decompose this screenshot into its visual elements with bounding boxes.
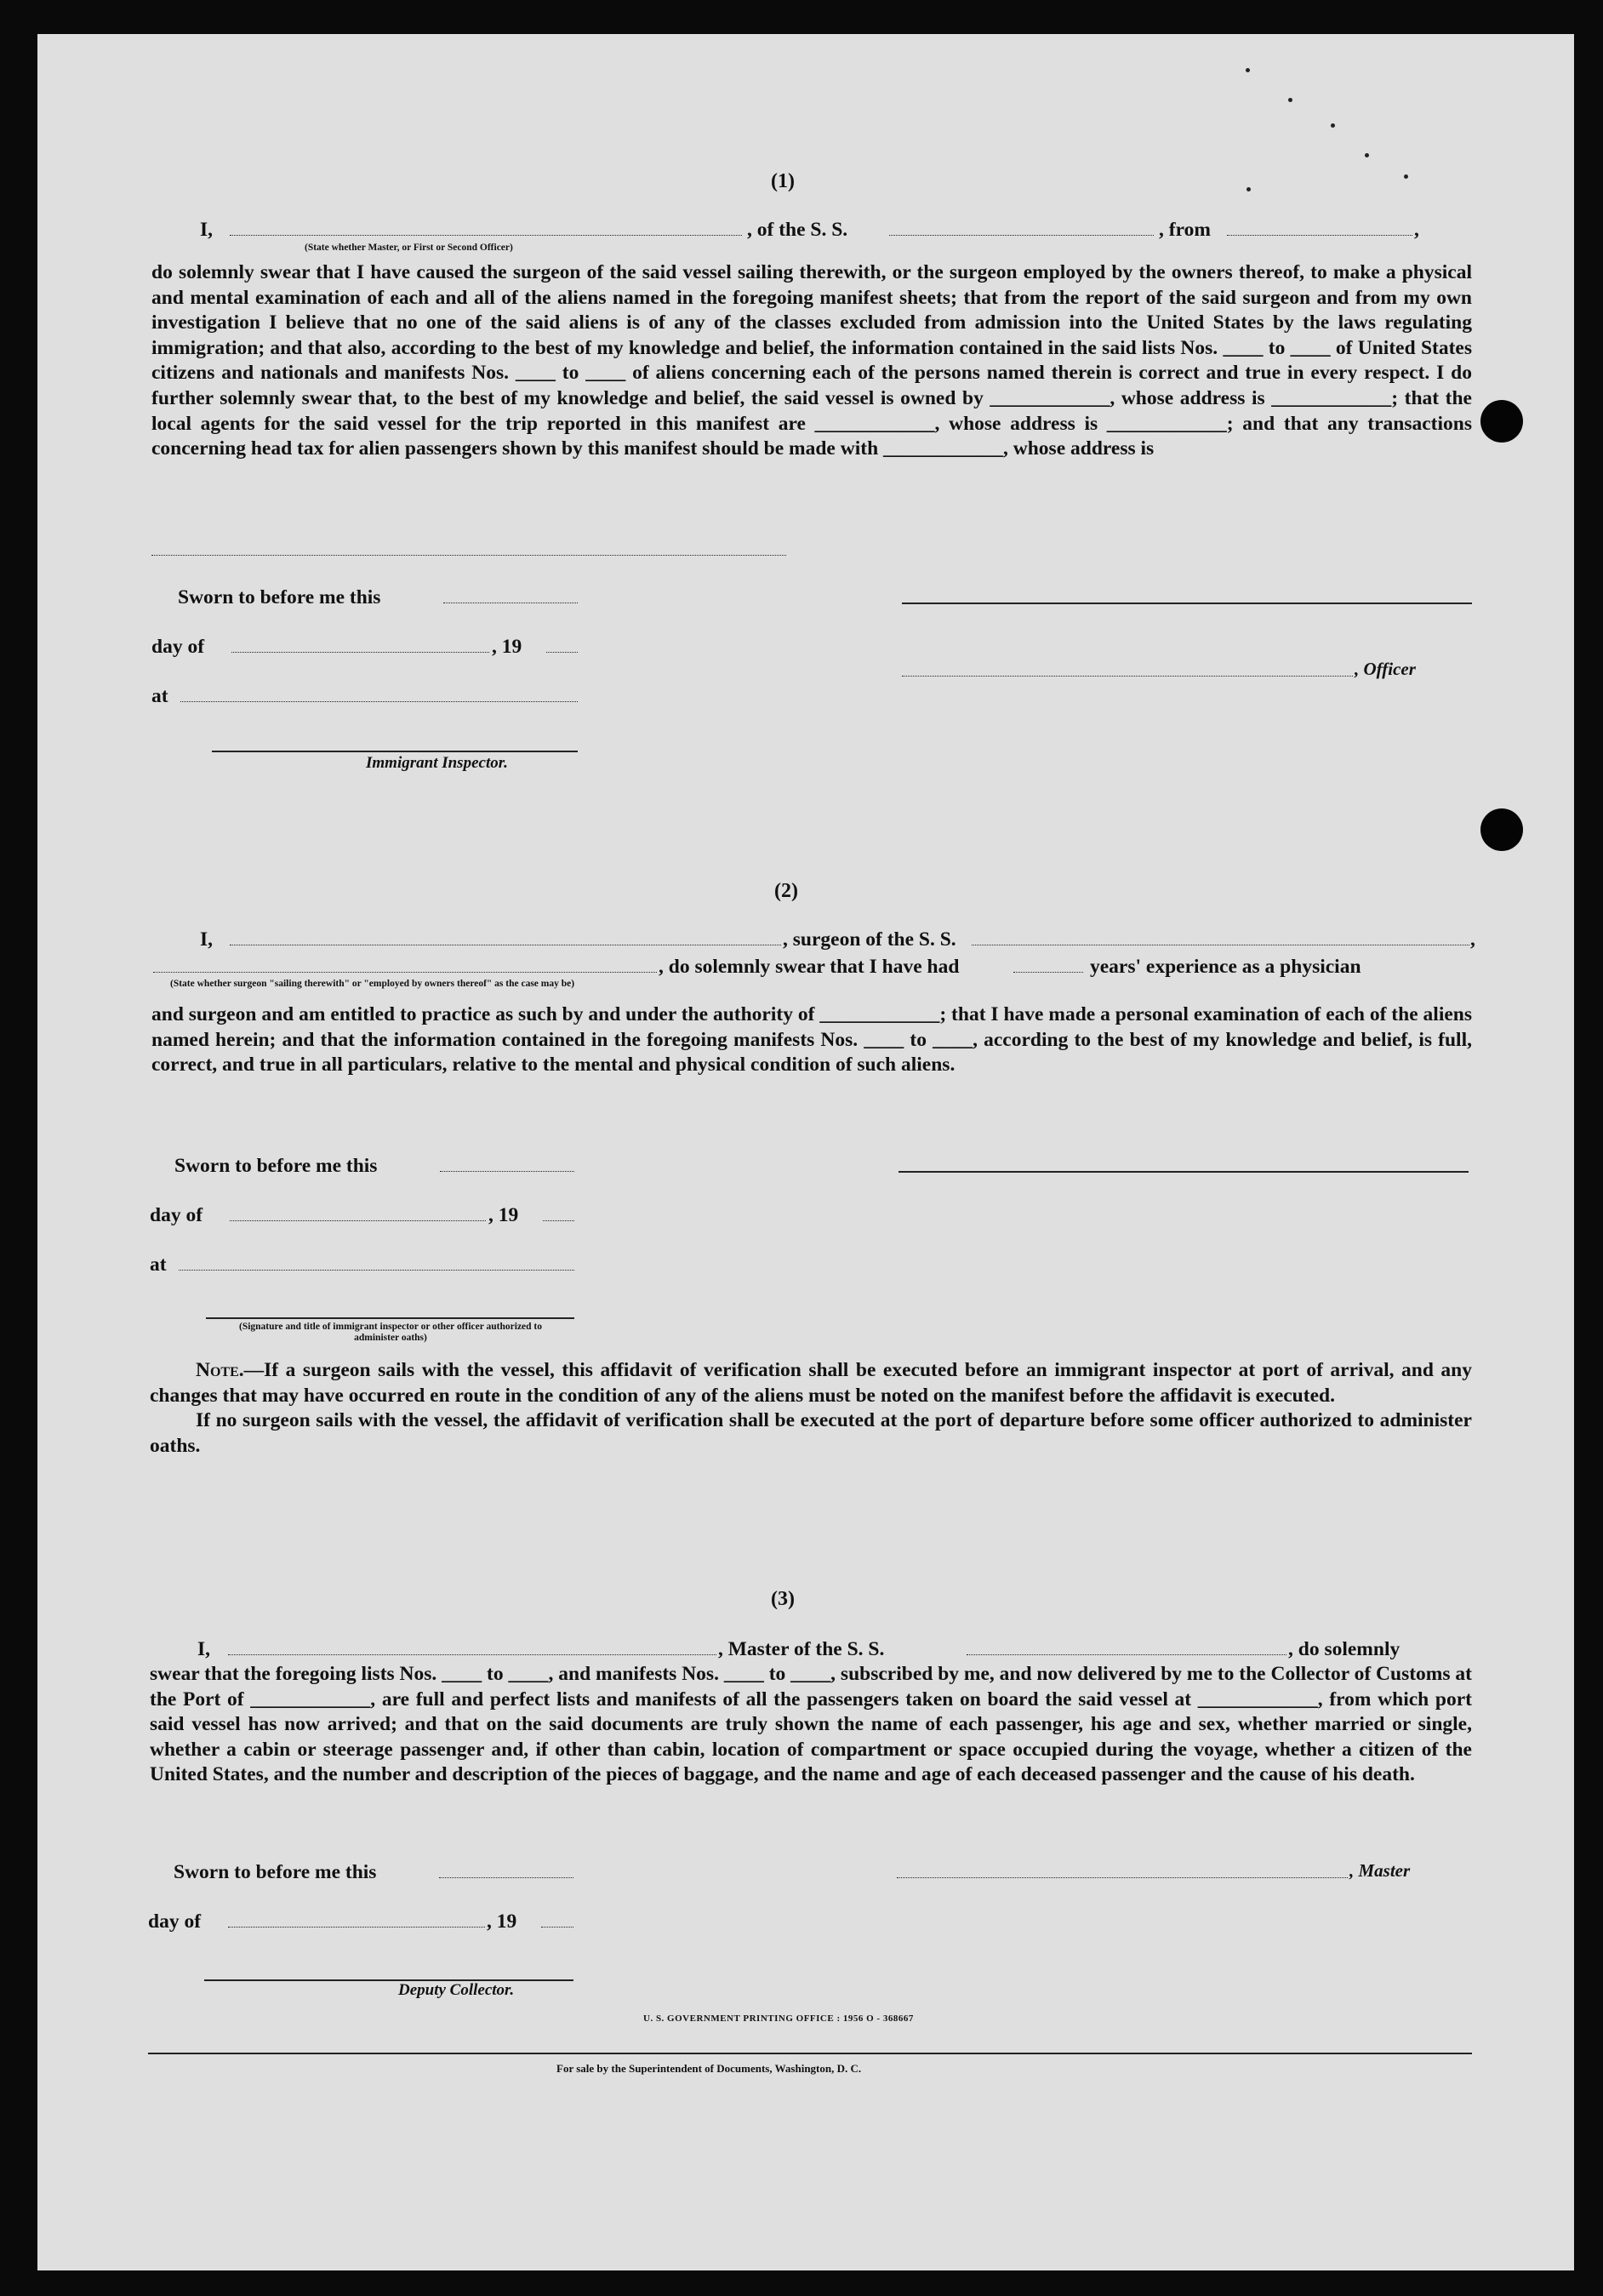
s2-signature-line[interactable] — [898, 1171, 1469, 1173]
s2-at-field[interactable] — [179, 1270, 574, 1271]
s3-sworn-label: Sworn to before me this — [174, 1861, 377, 1883]
s2-i-label: I, — [200, 928, 214, 951]
s3-master-signature-field[interactable] — [897, 1877, 1348, 1878]
s1-trailing-line[interactable] — [151, 555, 786, 556]
s2-swear-label: , do solemnly swear that I have had — [659, 956, 960, 978]
s1-day-of-label: day of — [151, 636, 205, 658]
section-2-number: (2) — [774, 880, 798, 902]
section-3-number: (3) — [771, 1588, 795, 1610]
s3-day-of-label: day of — [148, 1910, 202, 1933]
s1-oath-paragraph: do solemnly swear that I have caused the surgeon of the said vessel sailing therewith, or the surgeon employed by the owners thereof, to make a physical and mental examination of each and all of the aliens named in the foregoing manifest sheets; that from the report of the said surgeon and from my own investigation I believe that no one of the said aliens is of any of the classes excluded from admission into the United States by the laws regulating immigration; and that also, according to the best of my knowledge and belief, the information contained in the said lists Nos. ____ to ____ of United States citizens and nationals and manifests Nos. ____ to ____ of aliens concerning each of the persons named therein is correct and true in every respect. I do further solemnly swear that, to the best of my knowledge and belief, the said vessel is owned by ____________, whose address is ____________; that the local agents for the said vessel for the trip reported in this manifest are ____________, whose address is ____________; and that any transactions concerning head tax for alien passengers shown by this manifest should be made with ____________, whose address is — [151, 261, 1472, 460]
s2-surgeon-label: , surgeon of the S. S. — [783, 928, 956, 951]
s1-of-ss-label: , of the S. S. — [747, 219, 848, 241]
s1-from-label: , from — [1159, 219, 1211, 241]
s1-i-label: I, — [200, 219, 214, 241]
s1-at-field[interactable] — [180, 701, 578, 702]
s3-vessel-field[interactable] — [967, 1654, 1286, 1655]
s2-sworn-date-field[interactable] — [440, 1171, 574, 1172]
s3-collector-label: Deputy Collector. — [398, 1981, 515, 1999]
s3-i-label: I, — [197, 1638, 211, 1660]
s2-inspector-line[interactable] — [206, 1317, 574, 1319]
s1-year-field[interactable] — [546, 652, 578, 653]
s3-collector-line[interactable] — [204, 1979, 573, 1981]
s3-year-field[interactable] — [541, 1927, 573, 1928]
s3-day-field[interactable] — [228, 1927, 485, 1928]
s2-surgeon-caption: (State whether surgeon "sailing therewith" or "employed by owners thereof" as the case may be) — [170, 979, 575, 989]
s1-officer-caption: (State whether Master, or First or Second Officer) — [305, 243, 513, 253]
s1-day-field[interactable] — [231, 652, 489, 653]
s2-note-label: Note. — [196, 1359, 244, 1381]
s2-year-field[interactable] — [543, 1220, 574, 1221]
printing-office-line: U. S. GOVERNMENT PRINTING OFFICE : 1956 O - 368667 — [643, 2013, 914, 2024]
s1-vessel-field[interactable] — [889, 235, 1154, 236]
s2-years-field[interactable] — [1013, 972, 1083, 973]
s3-oath-paragraph: swear that the foregoing lists Nos. ____ to ____, and manifests Nos. ____ to ____, subscribed by me, and now delivered by me to the Collector of Customs at the Port of ____________, are full and perfect lists and manifests of all the passengers taken on board the said vessel at ____________, from which port said vessel has now arrived; and that on the said documents are truly shown the name of each passenger, his age and sex, whether married or single, whether a cabin or steerage passenger and, if other than cabin, location of compartment or space occupied during the voyage, whether a citizen of the United States, and the number and description of the pieces of baggage, and the name and age of each deceased passenger and the cause of his death. — [150, 1663, 1472, 1786]
s1-officer-label: , Officer — [1355, 659, 1416, 679]
s3-year-label: , 19 — [487, 1910, 517, 1933]
form-page: (1) I, , of the S. S. , from , (State whether Master, or First or Second Officer) do solemnly swear that I have caused the surgeon of the said vessel sailing therewith, or the surgeon employed by the owners thereof, to make a physical and mental examination of each and all of the aliens named in the foregoing manifest sheets; that from the report of the said surgeon and from my own investigation I believe that no one of the said aliens is of any of the classes excluded from admission into the United States by the laws regulating immigration; and that also, according to the best of my knowledge and belief, the information contained in the said lists Nos. ____ to ____ of United States citizens and nationals and manifests Nos. ____ to ____ of aliens concerning each of the persons named therein is correct and true in every respect. I do further solemnly swear that, to the best of my knowledge and belief, the said vessel is owned by ____________, whose address is ____________; that the local agents for the said vessel for the trip reported in this manifest are ____________, whose address is ____________; and that any transactions concerning head tax for alien passengers shown by this manifest should be made with ____________, whose address is Sworn to before me this day of , 19 , Officer at Immigrant Inspector. (2) I, , surgeon of the S. S. , , do solemnly swear that I have had years' experience as a physician (State whether surgeon "sailing therewith" or "employed by owners thereof" as the case may be) and surgeon and am entitled to practice as such by and under the authority of ____________; that I have made a personal examination of each of the aliens named herein; and that the information contained in the foregoing manifests Nos. ____ to ____, according to the best of my knowledge and belief, is full, correct, and true in all particulars, relative to the mental and physical condition of such aliens. Sworn to before me this day of , 19 at (Signature and title of immigrant inspector or other officer authorized to administer oaths) Note.—If a surgeon sails with the vessel, this affidavit of verification shall be executed before an immigrant inspector at port of arrival, and any changes that may have occurred en route in the condition of any of the aliens must be noted on the manifest before the affidavit is executed. If no surgeon sails with the vessel, the affidavit of verification shall be executed at the port of departure before some officer authorized to administer oaths. (3) I, , Master of the S. S. , do solemnly swear that the foregoing lists Nos. ____ to ____, and manifests Nos. ____ to ____, subscribed by me, and now delivered by me to the Collector of Customs at the Port of ____________, are full and perfect lists and manifests of all the passengers taken on board the said vessel at ____________, from which port said vessel has now arrived; and that on the said documents are truly shown the name of each passenger, his age and sex, whether married or single, whether a cabin or steerage passenger and, if other than cabin, location of compartment or space occupied during the voyage, whether a citizen of the United States, and the number and description of the pieces of baggage, and the name and age of each deceased passenger and the cause of his death. Sworn to before me this , Master day of , 19 Deputy Collector. U. S. GOVERNMENT PRINTING OFFICE : 1956 O - 368667 For sale by the Superintendent of Documents, Washington, D. C. — [37, 34, 1574, 2270]
s2-at-label: at — [150, 1254, 167, 1276]
s3-swear-label: , do solemnly — [1288, 1638, 1400, 1660]
s2-day-field[interactable] — [230, 1220, 486, 1221]
s1-sworn-label: Sworn to before me this — [178, 586, 381, 608]
s2-sworn-label: Sworn to before me this — [174, 1155, 378, 1177]
s2-surgeon-type-field[interactable] — [153, 972, 657, 973]
s1-officer-name-field[interactable] — [902, 676, 1353, 677]
s2-years-label: years' experience as a physician — [1090, 956, 1361, 978]
s3-sworn-date-field[interactable] — [439, 1877, 573, 1878]
s3-master-sign-label: , Master — [1349, 1860, 1411, 1881]
s2-year-label: , 19 — [488, 1204, 519, 1226]
s1-signature-line[interactable] — [902, 603, 1472, 604]
s2-day-of-label: day of — [150, 1204, 203, 1226]
punch-hole — [1480, 400, 1523, 443]
s1-from-field[interactable] — [1227, 235, 1412, 236]
s2-oath-paragraph: and surgeon and am entitled to practice as such by and under the authority of ____________; that I have made a personal examination of each of the aliens named herein; and that the information contained in the foregoing manifests Nos. ____ to ____, according to the best of my knowledge and belief, is full, correct, and true in all particulars, relative to the mental and physical condition of such aliens. — [151, 1003, 1472, 1077]
s1-inspector-line[interactable] — [212, 751, 578, 752]
s1-at-label: at — [151, 685, 168, 707]
s1-inspector-label: Immigrant Inspector. — [366, 754, 508, 772]
s1-officer-field[interactable] — [230, 235, 742, 236]
punch-hole — [1480, 808, 1523, 851]
for-sale-line: For sale by the Superintendent of Documents, Washington, D. C. — [556, 2062, 862, 2075]
s2-note: Note.—If a surgeon sails with the vessel, this affidavit of verification shall be executed before an immigrant inspector at port of arrival, and any changes that may have occurred en route in the condition of any of the aliens must be noted on the manifest before the affidavit is executed. If no surgeon sails with the vessel, the affidavit of verification shall be executed at the port of departure before some officer authorized to administer oaths. — [150, 1359, 1472, 1457]
section-1-number: (1) — [771, 170, 795, 192]
s3-master-name-field[interactable] — [228, 1654, 716, 1655]
s3-master-label: , Master of the S. S. — [718, 1638, 885, 1660]
s2-signature-caption: (Signature and title of immigrant inspector or other officer authorized to administer oaths) — [238, 1322, 543, 1343]
s1-year-label: , 19 — [492, 636, 522, 658]
footer-rule — [148, 2053, 1472, 2054]
